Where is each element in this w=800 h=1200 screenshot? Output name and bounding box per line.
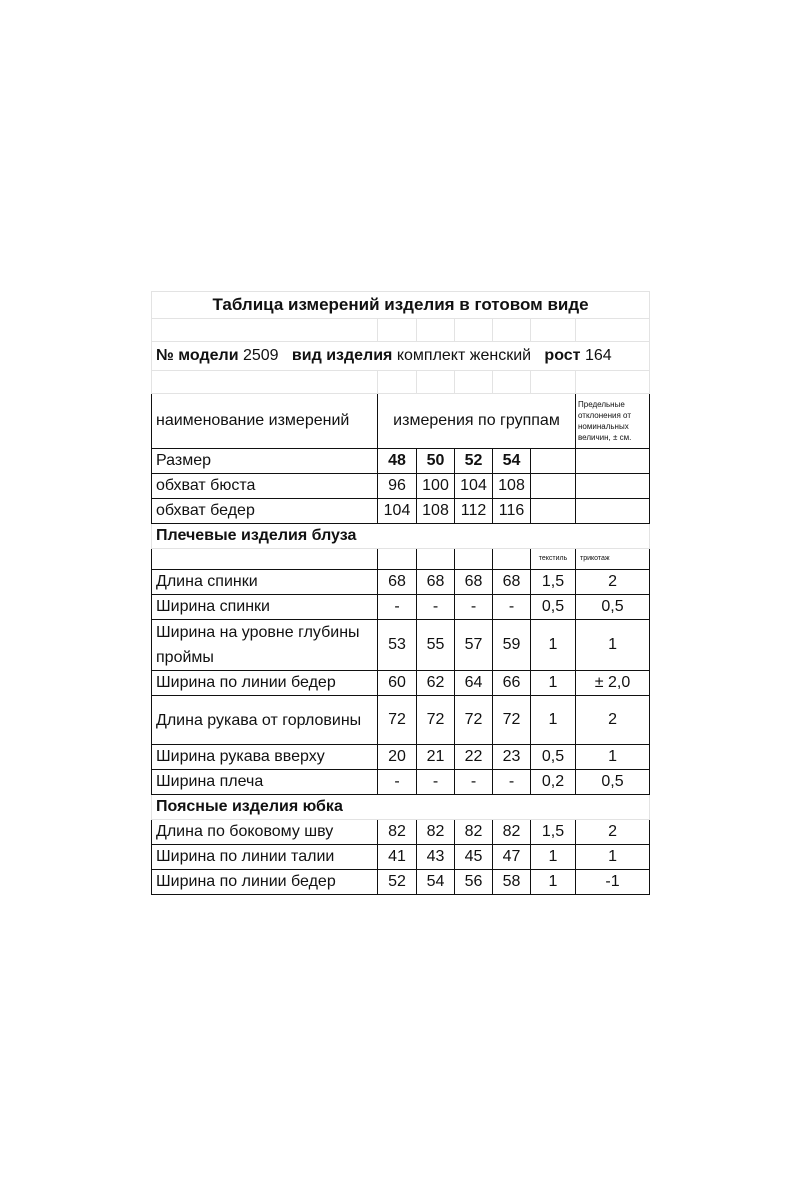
table-row (152, 474, 650, 499)
cell-value: 72 (378, 696, 417, 745)
type-label: вид изделия (291, 347, 393, 364)
cell-value: 54 (417, 870, 455, 895)
size-50: 50 (417, 449, 455, 474)
size-52: 52 (455, 449, 493, 474)
cell-value: - (493, 770, 531, 795)
header-tolerance-col: Предельные отклонения от номинальных величин, ± см. (576, 394, 650, 449)
table-row (152, 845, 650, 870)
table-row (152, 671, 650, 696)
cell-tolerance: 1,5 (531, 820, 576, 845)
cell-tolerance: 1 (576, 845, 650, 870)
cell-value: 108 (493, 474, 531, 499)
cell-value: 116 (493, 499, 531, 524)
cell-value: 62 (417, 671, 455, 696)
cell-value: 56 (455, 870, 493, 895)
section-skirt-title: Поясные изделия юбка (152, 795, 650, 820)
cell-value: 68 (455, 570, 493, 595)
cell-value: 108 (417, 499, 455, 524)
cell-value: 47 (493, 845, 531, 870)
table-row (152, 620, 650, 671)
tol-knit-label: трикотаж (576, 549, 650, 570)
row-label: Длина по боковому шву (152, 820, 378, 845)
table-row (152, 499, 650, 524)
cell-value: 112 (455, 499, 493, 524)
model-value: 2509 (242, 347, 279, 364)
size-54: 54 (493, 449, 531, 474)
row-label: Ширина на уровне глубины проймы (152, 620, 378, 671)
row-label: обхват бюста (152, 474, 378, 499)
row-label: Ширина спинки (152, 595, 378, 620)
cell-value: 72 (455, 696, 493, 745)
cell-value: 82 (417, 820, 455, 845)
cell-tolerance: ± 2,0 (576, 671, 650, 696)
cell-value: 41 (378, 845, 417, 870)
size-48: 48 (378, 449, 417, 474)
cell-value: - (455, 595, 493, 620)
row-label: Длина спинки (152, 570, 378, 595)
cell-tolerance: 1,5 (531, 570, 576, 595)
cell-tolerance: 0,5 (531, 595, 576, 620)
cell-value: 52 (378, 870, 417, 895)
row-label: Ширина по линии бедер (152, 671, 378, 696)
table-row (152, 820, 650, 845)
cell-value: 82 (493, 820, 531, 845)
cell-value: 72 (493, 696, 531, 745)
cell-value: - (455, 770, 493, 795)
section-blouse-title: Плечевые изделия блуза (152, 524, 650, 549)
cell-value: 82 (378, 820, 417, 845)
cell-tolerance: 1 (531, 870, 576, 895)
table-row (152, 745, 650, 770)
cell-tolerance: 0,5 (531, 745, 576, 770)
model-info-line (152, 342, 650, 371)
cell-tolerance: 0,5 (576, 595, 650, 620)
table-row (152, 595, 650, 620)
cell-tolerance: 1 (531, 671, 576, 696)
header-groups-col: измерения по группам (378, 394, 576, 449)
header-name-col: наименование измерений (152, 394, 378, 449)
table-row (152, 770, 650, 795)
cell-value: - (378, 595, 417, 620)
row-label: обхват бедер (152, 499, 378, 524)
table-row (152, 696, 650, 745)
cell-tolerance: 1 (531, 620, 576, 671)
cell-value: - (378, 770, 417, 795)
row-label: Ширина рукава вверху (152, 745, 378, 770)
size-label: Размер (152, 449, 378, 474)
cell-value: 20 (378, 745, 417, 770)
row-label: Ширина плеча (152, 770, 378, 795)
cell-tolerance: 2 (576, 820, 650, 845)
cell-tolerance: 1 (576, 620, 650, 671)
cell-value: 82 (455, 820, 493, 845)
type-value: комплект женский (396, 347, 532, 364)
cell-value: 68 (417, 570, 455, 595)
cell-tolerance: 2 (576, 696, 650, 745)
height-value: 164 (584, 347, 612, 364)
cell-tolerance: 0,2 (531, 770, 576, 795)
row-label: Ширина по линии талии (152, 845, 378, 870)
cell-tolerance: 1 (531, 845, 576, 870)
cell-value: 58 (493, 870, 531, 895)
cell-value: 60 (378, 671, 417, 696)
cell-tolerance: 2 (576, 570, 650, 595)
size-row (152, 449, 650, 474)
row-label: Ширина по линии бедер (152, 870, 378, 895)
tol-textile-label: текстиль (531, 549, 576, 570)
cell-value: 55 (417, 620, 455, 671)
model-label: № модели (156, 347, 239, 364)
cell-value: - (417, 595, 455, 620)
measurement-sheet (151, 291, 649, 895)
cell-value: 43 (417, 845, 455, 870)
cell-tolerance: 1 (576, 745, 650, 770)
cell-value: 104 (455, 474, 493, 499)
cell-tolerance: 0,5 (576, 770, 650, 795)
cell-value: 64 (455, 671, 493, 696)
cell-value: 59 (493, 620, 531, 671)
cell-value: - (417, 770, 455, 795)
table-row (152, 870, 650, 895)
cell-value: 72 (417, 696, 455, 745)
table-row (152, 570, 650, 595)
cell-value: 66 (493, 671, 531, 696)
cell-value: 68 (493, 570, 531, 595)
cell-tolerance: -1 (576, 870, 650, 895)
cell-value: 21 (417, 745, 455, 770)
cell-value: 68 (378, 570, 417, 595)
cell-value: 104 (378, 499, 417, 524)
cell-value: - (493, 595, 531, 620)
cell-value: 45 (455, 845, 493, 870)
row-label: Длина рукава от горловины (152, 696, 378, 745)
cell-value: 96 (378, 474, 417, 499)
cell-tolerance: 1 (531, 696, 576, 745)
cell-value: 23 (493, 745, 531, 770)
cell-value: 100 (417, 474, 455, 499)
cell-value: 57 (455, 620, 493, 671)
table-title: Таблица измерений изделия в готовом виде (152, 292, 650, 319)
height-label: рост (544, 347, 581, 364)
cell-value: 22 (455, 745, 493, 770)
cell-value: 53 (378, 620, 417, 671)
measurement-table (151, 291, 650, 895)
